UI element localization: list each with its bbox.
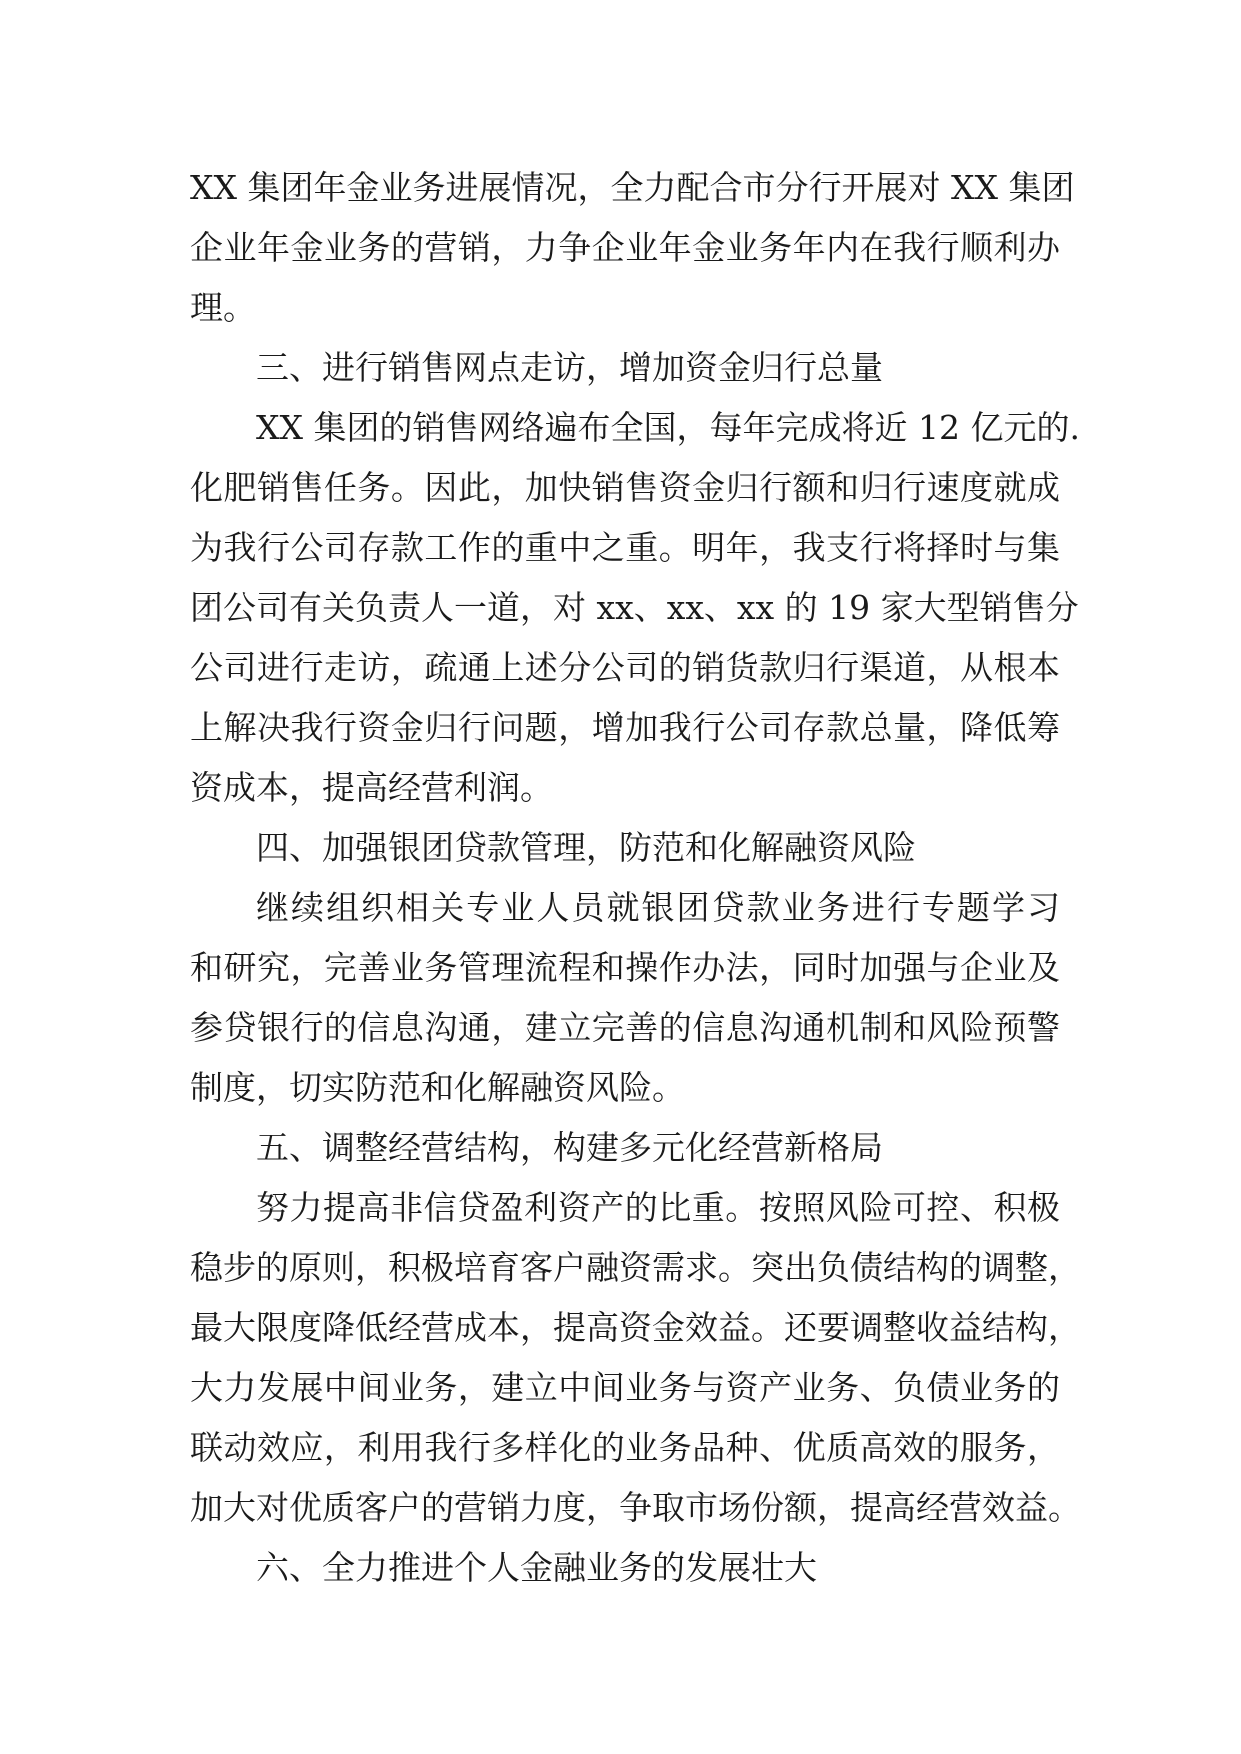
text-line: 理。: [190, 288, 256, 327]
section-heading: 四、加强银团贷款管理，防范和化解融资风险: [256, 828, 916, 867]
text-line: 最大限度降低经营成本，提高资金效益。还要调整收益结构，: [190, 1308, 1081, 1347]
text-line: 为我行公司存款工作的重中之重。明年，我支行将择时与集: [190, 528, 1060, 567]
text-line: 参贷银行的信息沟通，建立完善的信息沟通机制和风险预警: [190, 1008, 1060, 1047]
text-line: 努力提高非信贷盈利资产的比重。按照风险可控、积极: [256, 1188, 1060, 1227]
text-line: 继续组织相关专业人员就银团贷款业务进行专题学习: [256, 888, 1060, 927]
text-line: 企业年金业务的营销，力争企业年金业务年内在我行顺利办: [190, 228, 1060, 267]
text-line: 公司进行走访，疏通上述分公司的销货款归行渠道，从根本: [190, 648, 1060, 687]
text-line: 化肥销售任务。因此，加快销售资金归行额和归行速度就成: [190, 468, 1060, 507]
section-heading: 五、调整经营结构，构建多元化经营新格局: [256, 1128, 883, 1167]
text-line: 稳步的原则，积极培育客户融资需求。突出负债结构的调整，: [190, 1248, 1081, 1287]
text-line: 上解决我行资金归行问题，增加我行公司存款总量，降低筹: [190, 708, 1060, 747]
section-heading: 六、全力推进个人金融业务的发展壮大: [256, 1548, 817, 1587]
document-body: [190, 158, 1081, 1598]
text-line: 联动效应，利用我行多样化的业务品种、优质高效的服务，: [190, 1428, 1060, 1467]
text-line: 大力发展中间业务，建立中间业务与资产业务、负债业务的: [190, 1368, 1060, 1407]
text-line: 团公司有关负责人一道，对 xx、xx、xx 的 19 家大型销售分: [190, 588, 1079, 627]
text-line: 加大对优质客户的营销力度，争取市场份额，提高经营效益。: [190, 1488, 1081, 1527]
text-line: 制度，切实防范和化解融资风险。: [190, 1068, 685, 1107]
text-line: XX 集团的销售网络遍布全国，每年完成将近 12 亿元的.: [256, 408, 1080, 447]
text-line: 资成本，提高经营利润。: [190, 768, 553, 807]
section-heading: 三、进行销售网点走访，增加资金归行总量: [256, 348, 883, 387]
text-line: 和研究，完善业务管理流程和操作办法，同时加强与企业及: [190, 948, 1060, 987]
text-line: XX 集团年金业务进展情况，全力配合市分行开展对 XX 集团: [190, 168, 1075, 207]
